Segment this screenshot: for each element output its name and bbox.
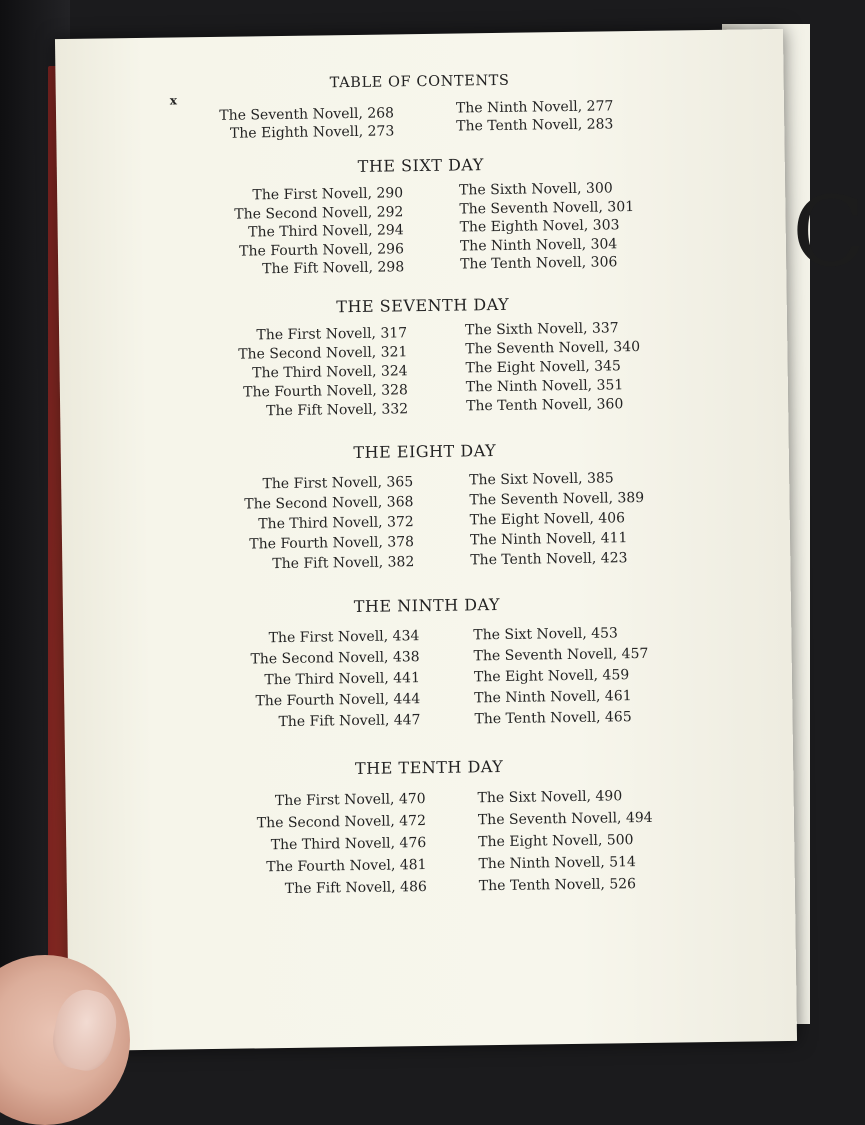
toc-entry: The Fourth Novell, 328 <box>243 382 409 401</box>
toc-entry: The Seventh Novell, 494 <box>477 809 653 829</box>
toc-entry: The First Novell, 317 <box>256 325 408 344</box>
toc-entry: The Tenth Novell, 306 <box>460 254 618 273</box>
toc-entry: The First Novell, 365 <box>262 474 414 493</box>
toc-entry: The Seventh Novell, 268 <box>219 105 395 124</box>
toc-entry: The Fourth Novell, 444 <box>255 691 421 710</box>
day-left-column <box>238 324 408 421</box>
day-heading: THE EIGHT DAY <box>353 441 497 463</box>
toc-entry: The Sixt Novell, 453 <box>473 625 619 644</box>
toc-entry: The Sixt Novell, 385 <box>469 470 614 489</box>
toc-entry: The Eight Novell, 406 <box>469 510 626 529</box>
toc-entry: The Ninth Novell, 411 <box>469 530 628 549</box>
toc-entry: The Fift Novell, 298 <box>262 259 405 278</box>
toc-entry: The Fift Novell, 486 <box>284 879 427 898</box>
toc-entry: The Second Novell, 438 <box>250 649 420 668</box>
toc-entry: The Ninth Novell, 461 <box>474 688 632 707</box>
toc-entry: The Eight Novell, 459 <box>473 667 630 686</box>
day-left-column <box>256 788 427 900</box>
continued-right-column <box>456 97 614 135</box>
page-title: TABLE OF CONTENTS <box>329 72 510 92</box>
toc-entry: The Second Novell, 368 <box>244 494 414 513</box>
toc-entry: The Ninth Novell, 351 <box>465 377 624 396</box>
page-number: x <box>169 93 178 108</box>
day-heading: THE NINTH DAY <box>353 594 501 617</box>
toc-entry: The Seventh Novell, 301 <box>459 198 635 218</box>
toc-entry: The Fourth Novell, 378 <box>249 534 415 553</box>
toc-page <box>55 29 797 1051</box>
facing-page-drop-cap: C <box>792 176 865 288</box>
toc-entry: The Third Novell, 476 <box>270 835 427 854</box>
toc-entry: The Fift Novell, 447 <box>278 712 421 731</box>
toc-entry: The Tenth Novell, 423 <box>470 550 628 569</box>
toc-entry: The Eighth Novell, 273 <box>229 123 395 142</box>
toc-entry: The First Novell, 434 <box>268 628 420 647</box>
toc-entry: The Fourth Novel, 481 <box>266 857 427 876</box>
toc-entry: The Tenth Novell, 465 <box>474 709 632 728</box>
day-heading: THE SEVENTH DAY <box>336 294 510 317</box>
toc-entry: The Second Novell, 292 <box>234 203 404 223</box>
toc-entry: The Second Novell, 321 <box>238 344 408 363</box>
toc-entry: The First Novell, 470 <box>274 791 426 810</box>
toc-entry: The Sixt Novell, 490 <box>477 788 623 807</box>
toc-entry: The Eight Novell, 345 <box>465 358 622 377</box>
toc-entry: The Fift Novell, 382 <box>272 554 415 573</box>
toc-entry: The Eight Novell, 500 <box>478 832 634 851</box>
toc-entry: The Ninth Novell, 277 <box>455 98 614 117</box>
toc-entry: The Tenth Novell, 283 <box>456 116 614 135</box>
continued-left-column <box>219 104 394 142</box>
day-left-column <box>244 472 415 574</box>
toc-entry: The Tenth Novell, 526 <box>478 876 637 895</box>
day-right-column <box>465 319 641 416</box>
day-right-column <box>459 179 635 274</box>
toc-entry: The Third Novell, 372 <box>258 514 414 533</box>
day-right-column <box>477 785 653 897</box>
day-heading: THE TENTH DAY <box>354 756 504 779</box>
toc-entry: The Third Novell, 441 <box>264 670 421 689</box>
toc-entry: The Seventh Novell, 457 <box>473 645 649 665</box>
toc-entry: The Fourth Novell, 296 <box>239 240 405 260</box>
toc-entry: The Ninth Novell, 514 <box>478 854 637 873</box>
toc-entry: The Ninth Novell, 304 <box>459 235 618 254</box>
toc-entry: The Eighth Novel, 303 <box>459 217 620 236</box>
toc-entry: The Third Novell, 324 <box>252 363 408 382</box>
day-heading: THE SIXT DAY <box>357 155 484 176</box>
toc-entry: The First Novell, 290 <box>252 185 404 204</box>
toc-entry: The Second Novell, 472 <box>256 813 427 832</box>
day-left-column <box>234 184 404 279</box>
toc-entry: The Sixth Novell, 300 <box>459 180 613 199</box>
toc-entry: The Fift Novell, 332 <box>266 401 409 420</box>
day-right-column <box>469 468 645 570</box>
day-right-column <box>473 623 649 730</box>
toc-entry: The Tenth Novell, 360 <box>466 396 624 415</box>
toc-entry: The Sixth Novell, 337 <box>464 320 619 339</box>
day-left-column <box>250 626 421 733</box>
toc-entry: The Third Novell, 294 <box>248 222 404 241</box>
toc-entry: The Seventh Novell, 340 <box>465 338 641 358</box>
toc-entry: The Seventh Novell, 389 <box>469 489 645 509</box>
